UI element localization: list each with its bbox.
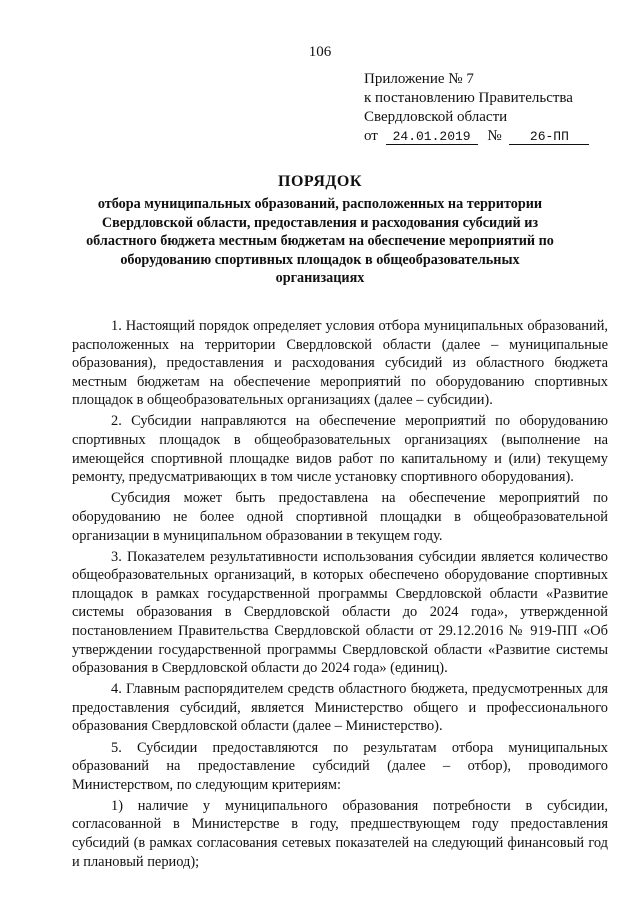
paragraph: 2. Субсидии направляются на обеспечение мероприятий по оборудованию спортивных площадок в общеобразовательных организациях (выполнение на имеющейся спортивной площадке видов работ по капитальному и (или) текущему ремонту, предусматривающих в том числе установку спортивного оборудования).	[72, 413, 608, 486]
paragraph: 1) наличие у муниципального образования потребности в субсидии, согласованной в Министерстве в году, предшествующем году предоставления субсидий (в рамках согласования сетевых показателей на следующий финансовый год и плановый период);	[72, 797, 608, 870]
paragraph: 5. Субсидии предоставляются по результатам отбора муниципальных образований на предоставление субсидий (далее – отбор), проводимого Министерством, по следующим критериям:	[72, 739, 608, 793]
document-subtitle: отбора муниципальных образований, расположенных на территории Свердловской области, предоставления и расходования субсидий из областного бюджета местным бюджетам на обеспечение мероприятий по оборудованию спортивных площадок в общеобразовательных организациях	[86, 196, 554, 286]
page-number: 106	[308, 44, 332, 60]
appendix-block	[364, 70, 614, 146]
appendix-line-3: Свердловской области	[364, 109, 508, 125]
paragraph: Субсидия может быть предоставлена на обеспечение мероприятий по оборудованию не более одной спортивной площадки в общеобразовательной организации в муниципальном образовании в текущем году.	[72, 490, 608, 544]
resolution-number: 26-ПП	[509, 129, 589, 145]
from-label: от	[364, 128, 378, 144]
number-label: №	[487, 128, 502, 144]
resolution-date: 24.01.2019	[386, 129, 478, 145]
document-title: ПОРЯДОК	[278, 173, 362, 190]
paragraph: 3. Показателем результативности использования субсидии является количество общеобразовательных организаций, в которых обеспечено оборудование спортивных площадок в рамках государственной программы Свердловской области «Развитие системы образования в Свердловской области до 2024 года», утвержденной постановлением Правительства Свердловской области от 29.12.2016 № 919-ПП «Об утверждении государственной программы Свердловской области «Развитие системы образования в Свердловской области до 2024 года» (единиц).	[72, 548, 608, 677]
resolution-reference	[364, 127, 614, 146]
appendix-line-1: Приложение № 7	[364, 71, 474, 87]
paragraph: 4. Главным распорядителем средств областного бюджета, предусмотренных для предоставления субсидий, является Министерство общего и профессионального образования Свердловской области (далее – Министерство).	[72, 681, 608, 735]
document-body	[72, 317, 608, 874]
paragraph: 1. Настоящий порядок определяет условия отбора муниципальных образований, расположенных на территории Свердловской области (далее – муниципальные образования), предоставления и расходования субсидий из областного бюджета местным бюджетам на обеспечение мероприятий по оборудованию спортивных площадок в общеобразовательных организациях (далее – субсидии).	[72, 318, 608, 409]
appendix-line-2: к постановлению Правительства	[364, 90, 573, 106]
